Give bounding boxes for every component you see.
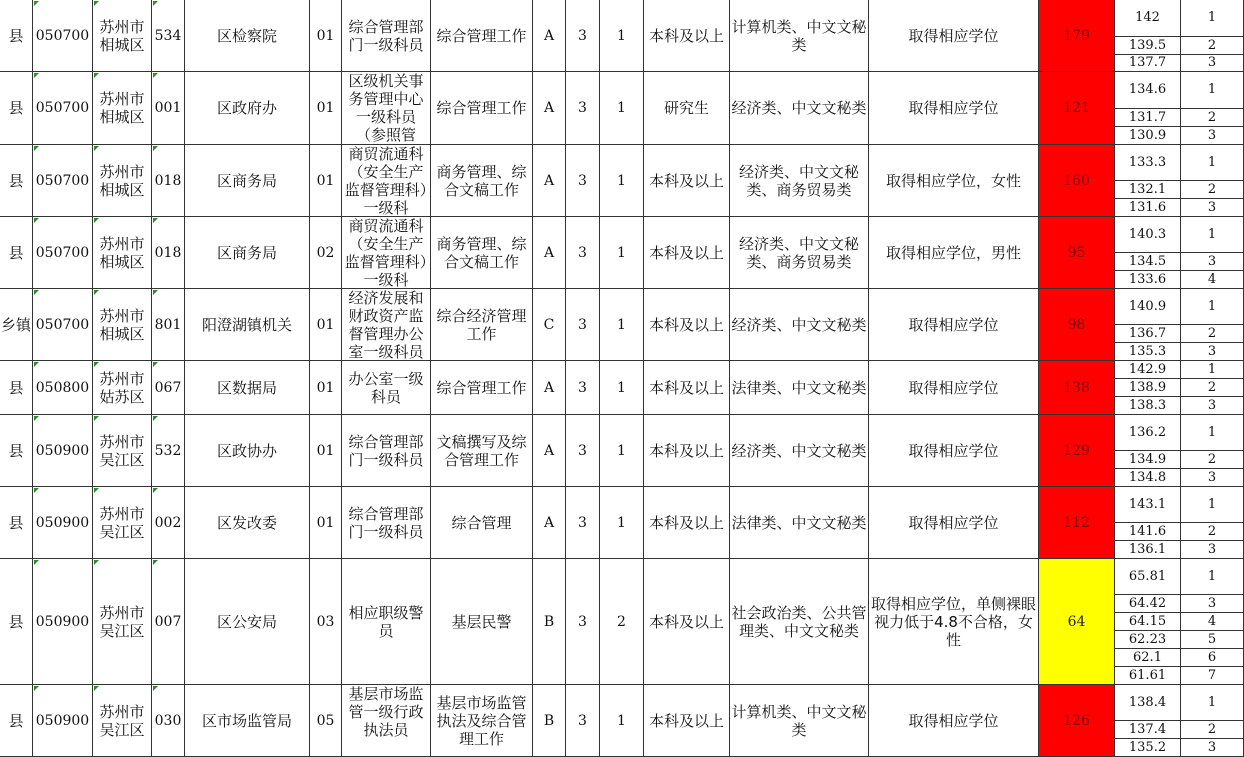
exam-category-cell[interactable]: C [533,289,566,361]
interview-ratio-cell[interactable]: 3 [566,72,600,145]
rank-cell[interactable]: 4 [1181,613,1244,631]
score-cell[interactable]: 138.9 [1115,379,1181,397]
area-cell[interactable]: 苏州市相城区 [93,72,152,145]
score-cell[interactable]: 142 [1115,0,1181,37]
interview-ratio-cell[interactable]: 3 [566,487,600,559]
score-cell[interactable]: 137.4 [1115,721,1181,739]
rank-cell[interactable]: 1 [1181,72,1244,109]
requirements-cell[interactable]: 取得相应学位，单侧裸眼视力低于4.8不合格，女性 [869,559,1039,685]
rank-cell[interactable]: 3 [1181,541,1244,559]
rank-cell[interactable]: 2 [1181,721,1244,739]
education-cell[interactable]: 本科及以上 [644,289,730,361]
area-cell[interactable]: 苏州市吴江区 [93,559,152,685]
region-code-cell[interactable]: 050700 [33,217,93,289]
rank-cell[interactable]: 2 [1181,451,1244,469]
requirements-cell[interactable]: 取得相应学位 [869,487,1039,559]
unit-name-cell[interactable]: 区发改委 [185,487,310,559]
region-code-cell[interactable]: 050700 [33,0,93,72]
rank-cell[interactable]: 3 [1181,127,1244,145]
requirements-cell[interactable]: 取得相应学位 [869,415,1039,487]
region-code-cell[interactable]: 050800 [33,361,93,415]
level-cell[interactable]: 县 [0,361,33,415]
education-cell[interactable]: 研究生 [644,72,730,145]
unit-code-cell[interactable]: 001 [152,72,185,145]
position-code-cell[interactable]: 01 [310,0,342,72]
score-cell[interactable]: 64.15 [1115,613,1181,631]
rank-cell[interactable]: 3 [1181,595,1244,613]
score-cell[interactable]: 131.7 [1115,109,1181,127]
interview-ratio-cell[interactable]: 3 [566,145,600,217]
recruit-count-cell[interactable]: 1 [600,685,644,757]
applicants-cell[interactable]: 64 [1039,559,1115,685]
rank-cell[interactable]: 1 [1181,361,1244,379]
position-name-cell[interactable]: 办公室一级科员 [342,361,431,415]
major-cell[interactable]: 经济类、中文文秘类 [730,289,869,361]
requirements-cell[interactable]: 取得相应学位，女性 [869,145,1039,217]
exam-category-cell[interactable]: A [533,361,566,415]
score-cell[interactable]: 140.9 [1115,289,1181,325]
rank-cell[interactable]: 2 [1181,523,1244,541]
major-cell[interactable]: 社会政治类、公共管理类、中文文秘类 [730,559,869,685]
interview-ratio-cell[interactable]: 3 [566,685,600,757]
work-description-cell[interactable]: 综合管理 [431,487,533,559]
rank-cell[interactable]: 2 [1181,181,1244,199]
recruit-count-cell[interactable]: 1 [600,0,644,72]
major-cell[interactable]: 法律类、中文文秘类 [730,361,869,415]
position-name-cell[interactable]: 经济发展和财政资产监督管理办公室一级科员 [342,289,431,361]
recruit-count-cell[interactable]: 1 [600,415,644,487]
position-name-cell[interactable]: 综合管理部门一级科员 [342,0,431,72]
area-cell[interactable]: 苏州市相城区 [93,0,152,72]
unit-code-cell[interactable]: 030 [152,685,185,757]
exam-category-cell[interactable]: A [533,415,566,487]
applicants-cell[interactable]: 112 [1039,487,1115,559]
rank-cell[interactable]: 1 [1181,217,1244,253]
rank-cell[interactable]: 5 [1181,631,1244,649]
major-cell[interactable]: 经济类、中文文秘类、商务贸易类 [730,217,869,289]
major-cell[interactable]: 经济类、中文文秘类 [730,415,869,487]
unit-name-cell[interactable]: 区公安局 [185,559,310,685]
area-cell[interactable]: 苏州市相城区 [93,145,152,217]
requirements-cell[interactable]: 取得相应学位 [869,289,1039,361]
major-cell[interactable]: 经济类、中文文秘类 [730,72,869,145]
position-code-cell[interactable]: 01 [310,145,342,217]
rank-cell[interactable]: 3 [1181,343,1244,361]
position-code-cell[interactable]: 01 [310,289,342,361]
exam-category-cell[interactable]: B [533,685,566,757]
position-name-cell[interactable]: 商贸流通科（安全生产监督管理科）一级科 [342,145,431,217]
unit-code-cell[interactable]: 801 [152,289,185,361]
recruit-count-cell[interactable]: 1 [600,487,644,559]
position-code-cell[interactable]: 03 [310,559,342,685]
recruit-count-cell[interactable]: 2 [600,559,644,685]
score-cell[interactable]: 142.9 [1115,361,1181,379]
unit-code-cell[interactable]: 002 [152,487,185,559]
interview-ratio-cell[interactable]: 3 [566,289,600,361]
education-cell[interactable]: 本科及以上 [644,559,730,685]
work-description-cell[interactable]: 文稿撰写及综合管理工作 [431,415,533,487]
applicants-cell[interactable]: 126 [1039,685,1115,757]
applicants-cell[interactable]: 129 [1039,415,1115,487]
unit-name-cell[interactable]: 区市场监管局 [185,685,310,757]
position-name-cell[interactable]: 基层市场监管一级行政执法员 [342,685,431,757]
position-name-cell[interactable]: 区级机关事务管理中心一级科员（参照管 [342,72,431,145]
unit-name-cell[interactable]: 区商务局 [185,145,310,217]
score-cell[interactable]: 62.1 [1115,649,1181,667]
score-cell[interactable]: 136.7 [1115,325,1181,343]
rank-cell[interactable]: 6 [1181,649,1244,667]
score-cell[interactable]: 132.1 [1115,181,1181,199]
work-description-cell[interactable]: 基层民警 [431,559,533,685]
requirements-cell[interactable]: 取得相应学位 [869,685,1039,757]
score-cell[interactable]: 134.8 [1115,469,1181,487]
rank-cell[interactable]: 1 [1181,487,1244,523]
interview-ratio-cell[interactable]: 3 [566,559,600,685]
rank-cell[interactable]: 3 [1181,739,1244,757]
level-cell[interactable]: 县 [0,685,33,757]
rank-cell[interactable]: 1 [1181,559,1244,595]
rank-cell[interactable]: 3 [1181,397,1244,415]
score-cell[interactable]: 137.7 [1115,55,1181,72]
unit-code-cell[interactable]: 067 [152,361,185,415]
level-cell[interactable]: 县 [0,0,33,72]
score-cell[interactable]: 135.2 [1115,739,1181,757]
rank-cell[interactable]: 4 [1181,271,1244,289]
unit-name-cell[interactable]: 区检察院 [185,0,310,72]
recruit-count-cell[interactable]: 1 [600,72,644,145]
region-code-cell[interactable]: 050900 [33,415,93,487]
score-cell[interactable]: 134.5 [1115,253,1181,271]
exam-category-cell[interactable]: B [533,559,566,685]
applicants-cell[interactable]: 121 [1039,72,1115,145]
score-cell[interactable]: 133.3 [1115,145,1181,181]
major-cell[interactable]: 法律类、中文文秘类 [730,487,869,559]
score-cell[interactable]: 130.9 [1115,127,1181,145]
exam-category-cell[interactable]: A [533,0,566,72]
education-cell[interactable]: 本科及以上 [644,145,730,217]
education-cell[interactable]: 本科及以上 [644,0,730,72]
score-cell[interactable]: 134.9 [1115,451,1181,469]
rank-cell[interactable]: 1 [1181,145,1244,181]
requirements-cell[interactable]: 取得相应学位 [869,72,1039,145]
applicants-cell[interactable]: 138 [1039,361,1115,415]
recruit-count-cell[interactable]: 1 [600,145,644,217]
unit-name-cell[interactable]: 区商务局 [185,217,310,289]
area-cell[interactable]: 苏州市相城区 [93,289,152,361]
position-code-cell[interactable]: 05 [310,685,342,757]
position-name-cell[interactable]: 综合管理部门一级科员 [342,487,431,559]
score-cell[interactable]: 61.61 [1115,667,1181,685]
score-cell[interactable]: 136.1 [1115,541,1181,559]
region-code-cell[interactable]: 050700 [33,145,93,217]
education-cell[interactable]: 本科及以上 [644,685,730,757]
score-cell[interactable]: 131.6 [1115,199,1181,217]
score-cell[interactable]: 138.3 [1115,397,1181,415]
region-code-cell[interactable]: 050900 [33,685,93,757]
position-name-cell[interactable]: 相应职级警员 [342,559,431,685]
rank-cell[interactable]: 7 [1181,667,1244,685]
rank-cell[interactable]: 3 [1181,55,1244,72]
education-cell[interactable]: 本科及以上 [644,487,730,559]
recruit-count-cell[interactable]: 1 [600,361,644,415]
area-cell[interactable]: 苏州市姑苏区 [93,361,152,415]
unit-code-cell[interactable]: 018 [152,145,185,217]
unit-name-cell[interactable]: 区数据局 [185,361,310,415]
rank-cell[interactable]: 3 [1181,469,1244,487]
rank-cell[interactable]: 2 [1181,37,1244,55]
work-description-cell[interactable]: 综合管理工作 [431,361,533,415]
score-cell[interactable]: 143.1 [1115,487,1181,523]
rank-cell[interactable]: 2 [1181,379,1244,397]
position-code-cell[interactable]: 01 [310,72,342,145]
region-code-cell[interactable]: 050900 [33,487,93,559]
recruit-count-cell[interactable]: 1 [600,217,644,289]
requirements-cell[interactable]: 取得相应学位，男性 [869,217,1039,289]
education-cell[interactable]: 本科及以上 [644,415,730,487]
education-cell[interactable]: 本科及以上 [644,217,730,289]
rank-cell[interactable]: 3 [1181,199,1244,217]
requirements-cell[interactable]: 取得相应学位 [869,361,1039,415]
exam-category-cell[interactable]: A [533,217,566,289]
education-cell[interactable]: 本科及以上 [644,361,730,415]
position-code-cell[interactable]: 01 [310,415,342,487]
major-cell[interactable]: 计算机类、中文文秘类 [730,0,869,72]
position-name-cell[interactable]: 商贸流通科（安全生产监督管理科）一级科 [342,217,431,289]
level-cell[interactable]: 县 [0,415,33,487]
unit-code-cell[interactable]: 534 [152,0,185,72]
interview-ratio-cell[interactable]: 3 [566,415,600,487]
region-code-cell[interactable]: 050900 [33,559,93,685]
unit-code-cell[interactable]: 018 [152,217,185,289]
work-description-cell[interactable]: 综合管理工作 [431,0,533,72]
rank-cell[interactable]: 3 [1181,253,1244,271]
recruit-count-cell[interactable]: 1 [600,289,644,361]
score-cell[interactable]: 64.42 [1115,595,1181,613]
score-cell[interactable]: 138.4 [1115,685,1181,721]
score-cell[interactable]: 141.6 [1115,523,1181,541]
unit-name-cell[interactable]: 阳澄湖镇机关 [185,289,310,361]
area-cell[interactable]: 苏州市吴江区 [93,415,152,487]
level-cell[interactable]: 县 [0,217,33,289]
score-cell[interactable]: 133.6 [1115,271,1181,289]
rank-cell[interactable]: 1 [1181,289,1244,325]
requirements-cell[interactable]: 取得相应学位 [869,0,1039,72]
area-cell[interactable]: 苏州市相城区 [93,217,152,289]
score-cell[interactable]: 65.81 [1115,559,1181,595]
applicants-cell[interactable]: 179 [1039,0,1115,72]
score-cell[interactable]: 62.23 [1115,631,1181,649]
rank-cell[interactable]: 1 [1181,0,1244,37]
level-cell[interactable]: 县 [0,487,33,559]
level-cell[interactable]: 县 [0,145,33,217]
work-description-cell[interactable]: 综合经济管理工作 [431,289,533,361]
major-cell[interactable]: 计算机类、中文文秘类 [730,685,869,757]
unit-code-cell[interactable]: 007 [152,559,185,685]
interview-ratio-cell[interactable]: 3 [566,361,600,415]
applicants-cell[interactable]: 160 [1039,145,1115,217]
rank-cell[interactable]: 2 [1181,109,1244,127]
unit-code-cell[interactable]: 532 [152,415,185,487]
area-cell[interactable]: 苏州市吴江区 [93,487,152,559]
work-description-cell[interactable]: 综合管理工作 [431,72,533,145]
level-cell[interactable]: 乡镇 [0,289,33,361]
level-cell[interactable]: 县 [0,72,33,145]
work-description-cell[interactable]: 商务管理、综合文稿工作 [431,217,533,289]
work-description-cell[interactable]: 基层市场监管执法及综合管理工作 [431,685,533,757]
work-description-cell[interactable]: 商务管理、综合文稿工作 [431,145,533,217]
area-cell[interactable]: 苏州市吴江区 [93,685,152,757]
score-cell[interactable]: 140.3 [1115,217,1181,253]
exam-category-cell[interactable]: A [533,145,566,217]
applicants-cell[interactable]: 98 [1039,289,1115,361]
unit-name-cell[interactable]: 区政协办 [185,415,310,487]
rank-cell[interactable]: 1 [1181,685,1244,721]
region-code-cell[interactable]: 050700 [33,72,93,145]
rank-cell[interactable]: 1 [1181,415,1244,451]
score-cell[interactable]: 134.6 [1115,72,1181,109]
applicants-cell[interactable]: 95 [1039,217,1115,289]
region-code-cell[interactable]: 050700 [33,289,93,361]
major-cell[interactable]: 经济类、中文文秘类、商务贸易类 [730,145,869,217]
score-cell[interactable]: 135.3 [1115,343,1181,361]
interview-ratio-cell[interactable]: 3 [566,0,600,72]
position-name-cell[interactable]: 综合管理部门一级科员 [342,415,431,487]
position-code-cell[interactable]: 01 [310,361,342,415]
interview-ratio-cell[interactable]: 3 [566,217,600,289]
score-cell[interactable]: 139.5 [1115,37,1181,55]
score-cell[interactable]: 136.2 [1115,415,1181,451]
unit-name-cell[interactable]: 区政府办 [185,72,310,145]
position-code-cell[interactable]: 01 [310,487,342,559]
exam-category-cell[interactable]: A [533,72,566,145]
exam-category-cell[interactable]: A [533,487,566,559]
position-code-cell[interactable]: 02 [310,217,342,289]
level-cell[interactable]: 县 [0,559,33,685]
rank-cell[interactable]: 2 [1181,325,1244,343]
